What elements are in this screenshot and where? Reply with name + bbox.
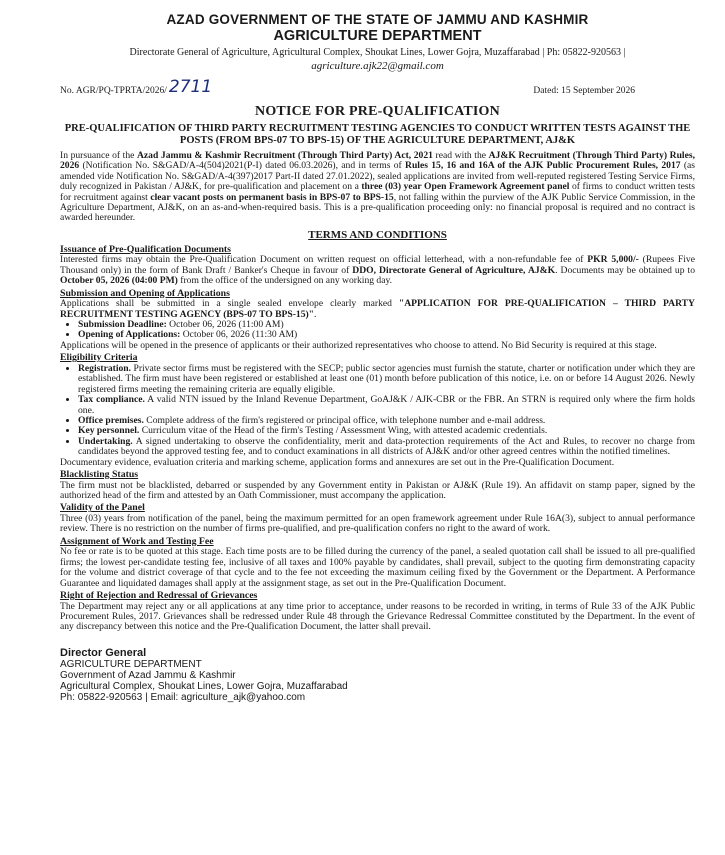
section-text: Applications shall be submitted in a single sealed envelope clearly marked "APPLICATION FOR PRE-QUALIFICATION – THIRD PARTY RECRUITMENT TESTING AGENCY (BPS-07 TO BPS-15)".: [60, 298, 695, 320]
section-heading: Assignment of Work and Testing Fee: [60, 535, 214, 547]
section-text: Interested firms may obtain the Pre-Qualification Document on written request on official letterhead, with a non-refundable fee of PKR 5,000/- (Rupees Five Thousand only) in the form of Bank Draft / Banker's Cheque in favour of DDO, Directorate General of Agriculture, AJ&K. Documents may be obtained up to October 05, 2026 (04:00 PM) from the office of the undersigned on any working day.: [60, 254, 695, 287]
letterhead: [60, 12, 695, 72]
section-heading: Blacklisting Status: [60, 468, 139, 480]
list-item: • Opening of Applications: October 06, 2026 (11:30 AM): [78, 330, 695, 340]
section-heading: Eligibility Criteria: [60, 352, 138, 364]
department-name: AGRICULTURE DEPARTMENT: [273, 28, 482, 44]
list-item: • Office premises. Complete address of the firm's registered or principal office, with telephone number and e-mail address.: [78, 416, 695, 426]
signature-block: [60, 647, 695, 704]
list-item: • Key personnel. Curriculum vitae of the Head of the firm's Testing / Assessment Wing, with attested academic credentials.: [78, 426, 695, 436]
eligibility-list: [60, 364, 695, 458]
section-heading: Submission and Opening of Applications: [60, 287, 230, 299]
signatory-line: Agricultural Complex, Shoukat Lines, Lower Gojra, Muzaffarabad: [60, 681, 348, 693]
intro-paragraph: In pursuance of the Azad Jammu & Kashmir Recruitment (Through Third Party) Act, 2021 read with the AJ&K Recruitment (Through Third Party) Rules, 2026 (Notification No. S&GAD/A-4(504)2021(P-I) dated 06.03.2026), and in terms of Rules 15, 16 and 16A of the AJK Public Procurement Rules, 2017 (as amended vide Notification No. S&GAD/A-4(397)2017 Part-II dated 27.01.2022), sealed applications are invited from well-reputed registered Testing Service Firms, duly recognized in Pakistan / AJ&K, for pre-qualification and placement on a three (03) year Open Framework Agreement panel of firms to conduct written tests for recruitment against clear vacant posts on permanent basis in BPS-07 to BPS-15, not falling within the purview of the AJK Public Service Commission, in the Agriculture Department, AJ&K, on an as-and-when-required basis. This is a pre-qualification proceeding only: no financial proposal is required and no contract is awarded hereunder.: [60, 150, 696, 224]
reference-number-printed: No. AGR/PQ-TPRTA/2026/: [60, 86, 167, 96]
signatory-line: Ph: 05822-920563 | Email: agriculture_ajk@yahoo.com: [60, 692, 306, 704]
section-blacklisting: [60, 470, 695, 501]
reference-line: [60, 76, 695, 96]
section-text: The Department may reject any or all applications at any time prior to acceptance, under reasons to be recorded in writing, in terms of Rule 33 of the AJK Public Procurement Rules, 2017. Grievances shall be redressed under Rule 48 through the Grievance Redressal Committee constituted by the Department. In the event of any discrepancy between this notice and the Pre-Qualification Document, the latter shall prevail.: [60, 600, 695, 633]
signatory-line: AGRICULTURE DEPARTMENT: [60, 658, 202, 670]
section-validity: [60, 503, 695, 534]
government-name: AZAD GOVERNMENT OF THE STATE OF JAMMU AND KASHMIR: [166, 12, 589, 27]
notice-date: Dated: 15 September 2026: [533, 86, 635, 96]
section-text: Documentary evidence, evaluation criteria and marking scheme, application forms and annexures are set out in the Pre-Qualification Document.: [60, 456, 615, 468]
signatory-line: Government of Azad Jammu & Kashmir: [60, 669, 236, 681]
list-item: • Undertaking. A signed undertaking to observe the confidentiality, merit and data-protection requirements of the Act and Rules, to recover no charge from candidates beyond the approved testing fee, and to conduct examinations in all districts of AJ&K and/or other agreed centres within the notified timelines.: [78, 437, 695, 458]
section-submission: [60, 289, 695, 352]
submission-dates-list: [60, 320, 695, 341]
section-text: Three (03) years from notification of the panel, being the maximum permitted for an open framework agreement under Rule 16A(3), subject to annual performance review. There is no restriction on the number of firms pre-qualified, and pre-qualification confers no right to the award of work.: [60, 512, 695, 535]
section-text: The firm must not be blacklisted, debarred or suspended by any Government entity in Pakistan or AJ&K (Rule 19). An affidavit on stamp paper, signed by the authorized head of the firm and attested by an Oath Commissioner, must accompany the application.: [60, 479, 695, 501]
notice-subtitle: PRE-QUALIFICATION OF THIRD PARTY RECRUITMENT TESTING AGENCIES TO CONDUCT WRITTEN TESTS AGAINST THE POSTS (FROM BPS-07 TO BPS-15) OF THE AGRICULTURE DEPARTMENT, AJ&K: [64, 123, 691, 146]
section-issuance: [60, 245, 695, 287]
section-heading: Issuance of Pre-Qualification Documents: [60, 243, 231, 255]
letterhead-email: agriculture.ajk22@gmail.com: [311, 60, 444, 72]
section-assignment: [60, 537, 695, 589]
section-rejection: [60, 591, 695, 633]
section-heading: Right of Rejection and Redressal of Grievances: [60, 589, 258, 601]
signatory-title: Director General: [60, 646, 147, 659]
letterhead-address: Directorate General of Agriculture, Agricultural Complex, Shoukat Lines, Lower Gojra, Muzaffarabad | Ph: 05822-920563 |: [129, 47, 626, 58]
terms-title: TERMS AND CONDITIONS: [308, 228, 447, 241]
reference-number-handwritten: 2711: [168, 77, 213, 97]
list-item: • Registration. Private sector firms must be registered with the SECP; public sector agencies must furnish the statute, charter or notification under which they are established. The firm must have been registered or established at least one (01) month before publication of this notice, i.e. on or before 14 August 2026. Newly registered firms meeting the remaining criteria are equally eligible.: [78, 364, 695, 395]
section-text: Applications will be opened in the presence of applicants or their authorized representatives who choose to attend. No Bid Security is required at this stage.: [60, 339, 657, 351]
list-item: • Tax compliance. A valid NTN issued by the Inland Revenue Department, GoAJ&K / AJK-CBR or the FBR. An STRN is required only where the firm holds one.: [78, 395, 695, 416]
list-item: • Submission Deadline: October 06, 2026 (11:00 AM): [78, 320, 695, 330]
section-heading: Validity of the Panel: [60, 502, 145, 514]
reference-number: [60, 79, 212, 96]
section-text: No fee or rate is to be quoted at this stage. Each time posts are to be filled during the currency of the panel, a sealed quotation call shall be issued to all pre-qualified firms; the lowest per-candidate testing fee, inclusive of all taxes and 100% payable by candidates, shall prevail, subject to the quoting firm demonstrating capacity for the volume and district coverage of that cycle and to the fee not exceeding the maximum ceiling fixed by the Government or the Department. A Performance Guarantee and liquidated damages shall apply at the assignment stage, as set out in the Pre-Qualification Document.: [60, 546, 695, 589]
notice-title: NOTICE FOR PRE-QUALIFICATION: [255, 104, 500, 119]
section-eligibility: [60, 353, 695, 468]
